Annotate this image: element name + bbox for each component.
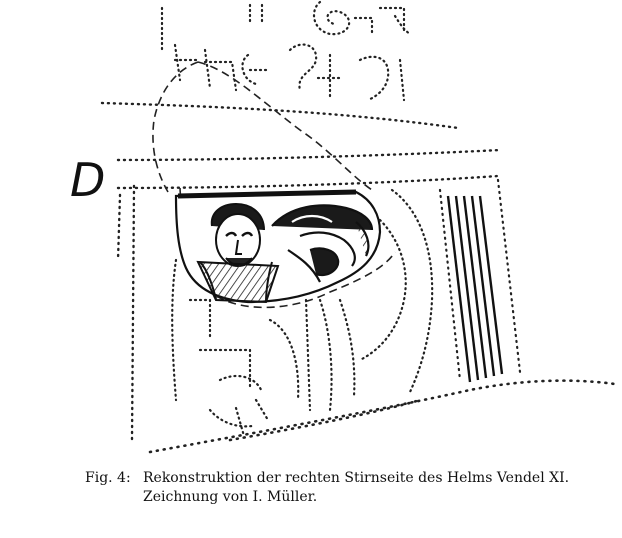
preserved-fragment [176, 192, 380, 302]
figure-caption [85, 469, 605, 507]
upper-figure-fragment [162, 2, 410, 100]
right-stripes [448, 196, 502, 382]
caption-text-2: Zeichnung von I. Müller. [143, 489, 318, 505]
caption-text-1: Rekonstruktion der rechten Stirnseite des Helms Vendel XI. [143, 470, 570, 486]
figure-number: Fig. 4: [85, 470, 131, 486]
dotted-curve [150, 381, 615, 452]
panel-label: D [70, 153, 106, 207]
caption-line-1 [85, 469, 605, 488]
caption-line-2 [85, 488, 605, 507]
right-dotted-edge [440, 180, 520, 380]
